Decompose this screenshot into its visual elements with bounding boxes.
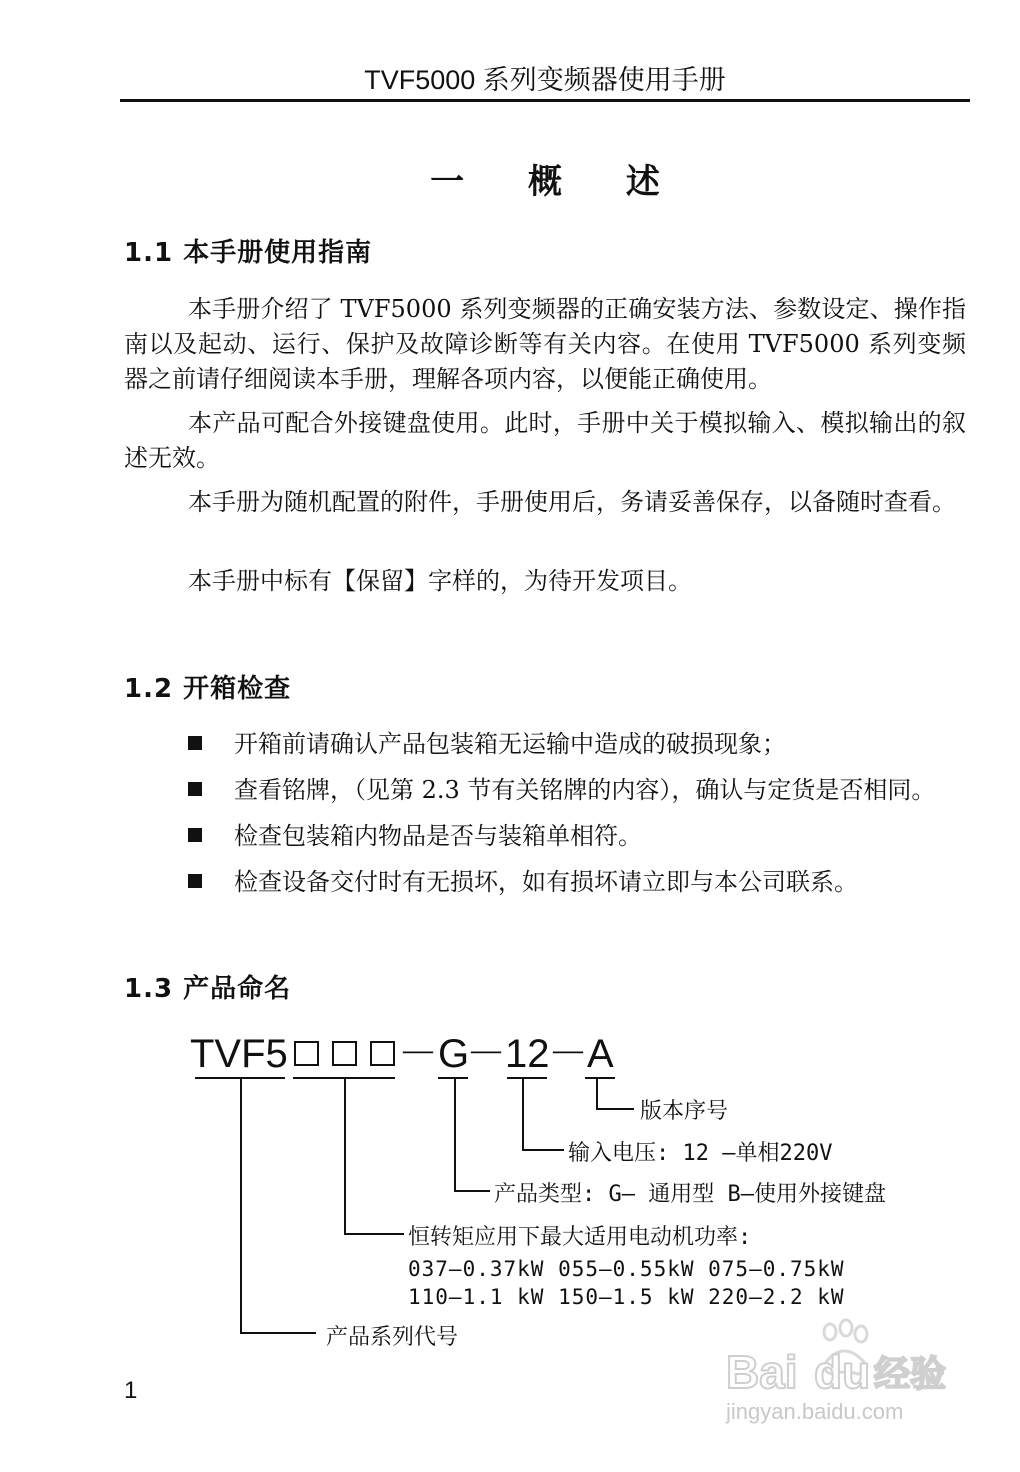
code-version: A	[587, 1032, 614, 1076]
bullet-square-icon	[188, 874, 202, 888]
connector-voltage	[522, 1079, 524, 1151]
code-digit-box	[294, 1041, 319, 1066]
svg-text:du: du	[814, 1346, 871, 1398]
code-digit-box	[332, 1041, 357, 1066]
label-series: 产品系列代号	[326, 1325, 459, 1350]
code-dash: －	[398, 1032, 438, 1076]
connector-series	[240, 1079, 242, 1334]
bullet-square-icon	[188, 782, 202, 796]
code-voltage: 12	[505, 1032, 550, 1076]
underline-version	[585, 1077, 615, 1079]
svg-text:经验: 经验	[874, 1354, 947, 1395]
connector-version	[596, 1079, 598, 1110]
connector-power	[344, 1233, 404, 1235]
list-item: 检查设备交付时有无损坏，如有损坏请立即与本公司联系。	[188, 867, 978, 897]
label-power-row-2: 110—1.1 kW 150—1.5 kW 220—2.2 kW	[408, 1285, 845, 1309]
svg-text:jingyan.baidu.com: jingyan.baidu.com	[726, 1399, 904, 1424]
paragraph-reserved-note: 本手册中标有【保留】字样的，为待开发项目。	[188, 567, 692, 595]
label-voltage: 输入电压: 12 —单相220V	[568, 1141, 833, 1166]
chapter-title: 一 概 述	[430, 162, 686, 202]
underline-type	[438, 1077, 468, 1079]
list-item: 查看铭牌，（见第 2.3 节有关铭牌的内容），确认与定货是否相同。	[188, 775, 978, 805]
code-digit-box	[370, 1041, 395, 1066]
page-number: 1	[124, 1377, 138, 1404]
connector-type	[454, 1190, 490, 1192]
bullet-square-icon	[188, 736, 202, 750]
connector-type	[454, 1079, 456, 1192]
label-type: 产品类型: G— 通用型 B—使用外接键盘	[494, 1182, 886, 1207]
code-dash: －	[466, 1032, 506, 1076]
connector-series	[240, 1332, 316, 1334]
section-heading-1-3: 1.3 产品命名	[124, 974, 292, 1004]
svg-text:Bai: Bai	[726, 1346, 798, 1398]
paragraph-guide-intro: 本手册介绍了 TVF5000 系列变频器的正确安装方法、参数设定、操作指南以及起动、运行、保护及故障诊断等有关内容。在使用 TVF5000 系列变频器之前请仔细阅读本手册，理解各项内容，以便能正确使用。	[124, 295, 966, 393]
list-item: 开箱前请确认产品包装箱无运输中造成的破损现象；	[188, 729, 978, 759]
underline-voltage	[507, 1077, 547, 1079]
connector-version	[596, 1108, 634, 1110]
header-rule	[120, 99, 970, 102]
paragraph-keep-manual: 本手册为随机配置的附件，手册使用后，务请妥善保存，以备随时查看。	[188, 488, 956, 516]
label-power-row-1: 037—0.37kW 055—0.55kW 075—0.75kW	[408, 1257, 845, 1281]
label-power: 恒转矩应用下最大适用电动机功率:	[408, 1225, 752, 1250]
label-version: 版本序号	[640, 1099, 729, 1124]
connector-voltage	[522, 1149, 564, 1151]
baidu-jingyan-watermark	[722, 1318, 972, 1428]
section-heading-1-1: 1.1 本手册使用指南	[124, 238, 373, 268]
connector-power	[344, 1079, 346, 1235]
code-dash: －	[548, 1032, 588, 1076]
paragraph-keyboard-note: 本产品可配合外接键盘使用。此时，手册中关于模拟输入、模拟输出的叙述无效。	[124, 409, 966, 472]
code-prefix: TVF5	[190, 1032, 288, 1076]
list-item: 检查包装箱内物品是否与装箱单相符。	[188, 821, 978, 851]
bullet-square-icon	[188, 828, 202, 842]
code-type: G	[438, 1032, 470, 1076]
section-heading-1-2: 1.2 开箱检查	[124, 674, 292, 704]
running-header: TVF5000 系列变频器使用手册	[364, 65, 726, 95]
